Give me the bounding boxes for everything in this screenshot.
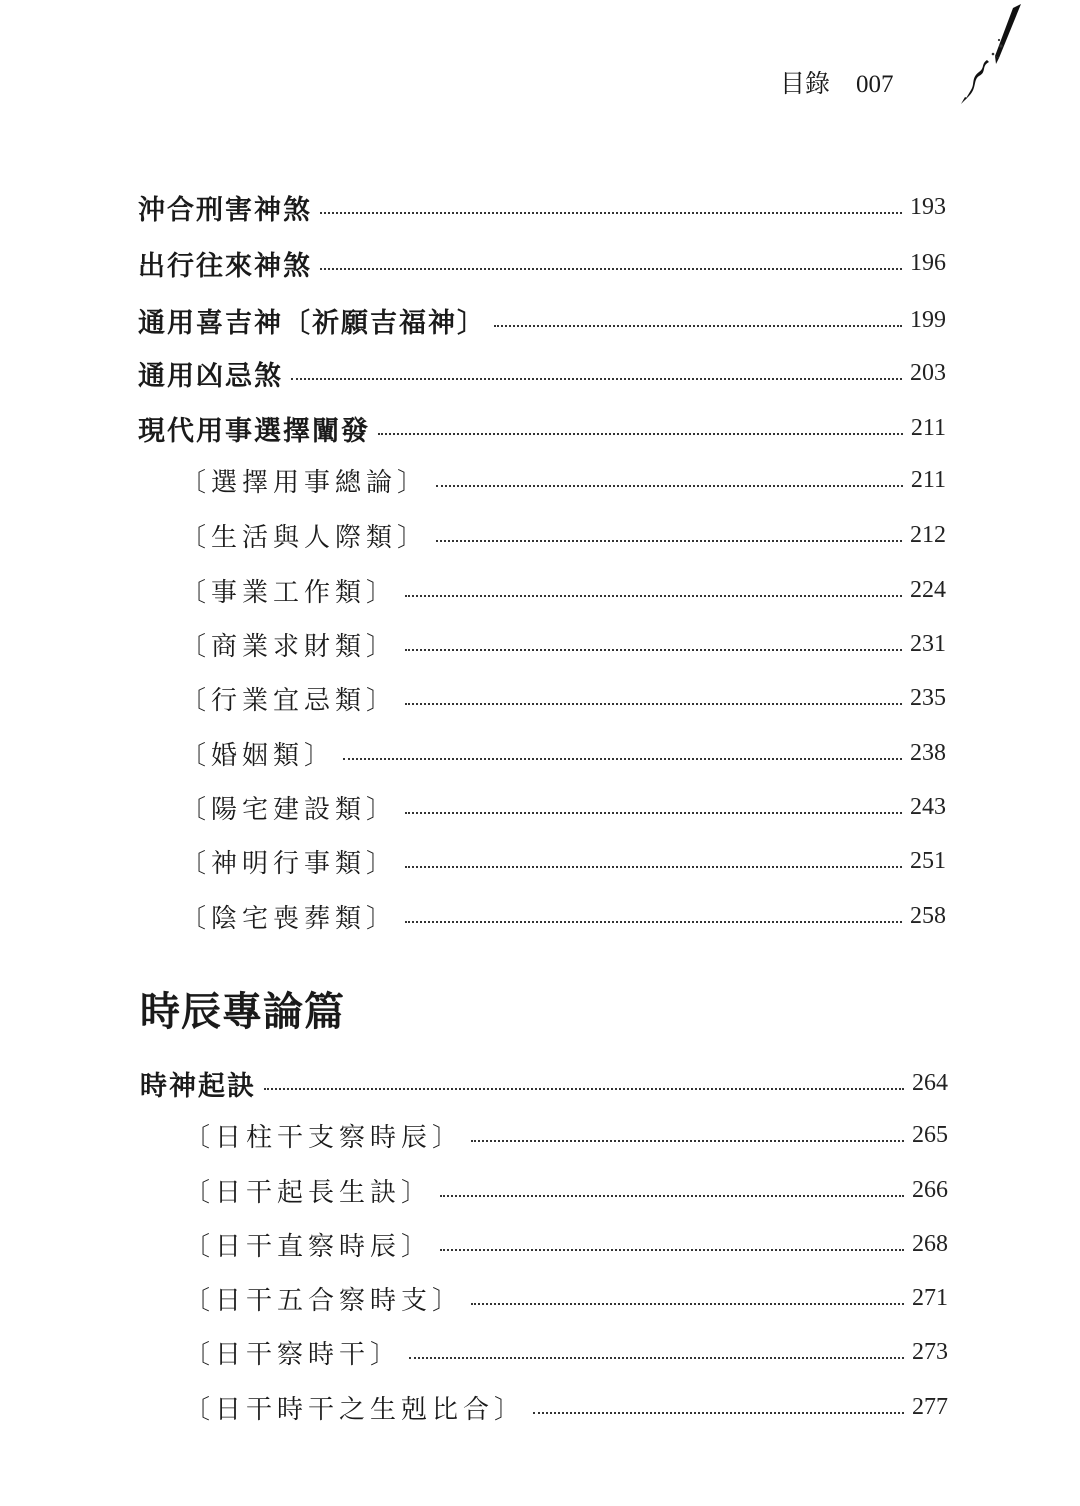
dot-leader (343, 758, 902, 760)
dot-leader (440, 1195, 904, 1197)
dot-leader (405, 595, 902, 597)
dot-leader (533, 1412, 904, 1414)
dot-leader (436, 485, 903, 487)
dot-leader (494, 325, 902, 327)
toc-subentry[interactable] (184, 1387, 948, 1427)
dot-leader (405, 703, 902, 705)
toc-entry-label: 〔日干五合察時支〕 (184, 1285, 464, 1316)
toc-entry-page: 212 (910, 521, 946, 548)
toc-entry-label: 〔日柱干支察時辰〕 (184, 1122, 464, 1153)
toc-subentry[interactable] (180, 460, 946, 500)
toc-entry-label: 通用喜吉神〔祈願吉福神〕 (138, 307, 486, 339)
toc-entry-label: 〔日干時干之生剋比合〕 (184, 1394, 526, 1425)
toc-entry[interactable] (138, 408, 946, 448)
toc-entry[interactable] (138, 300, 946, 340)
dot-leader (320, 268, 902, 270)
toc-entry-page: 211 (910, 466, 946, 493)
toc-subentry[interactable] (184, 1224, 948, 1264)
toc-subentry[interactable] (184, 1170, 948, 1210)
toc-entry-page: 251 (910, 847, 946, 874)
toc-entry-label: 〔日干直察時辰〕 (184, 1231, 433, 1262)
toc-entry-label: 〔商業求財類〕 (180, 631, 398, 662)
dot-leader (320, 212, 902, 214)
toc-subentry[interactable] (180, 841, 946, 881)
toc-entry-page: 196 (910, 249, 946, 276)
toc-entry[interactable] (138, 187, 946, 227)
toc-entry-label: 〔日干察時干〕 (184, 1339, 402, 1370)
toc-entry-page: 266 (912, 1176, 948, 1203)
toc-entry-page: 235 (910, 684, 946, 711)
dot-leader (471, 1303, 904, 1305)
toc-subentry[interactable] (180, 678, 946, 718)
toc-entry-page: 238 (910, 739, 946, 766)
toc-entry-label: 〔婚姻類〕 (180, 740, 336, 771)
toc-entry-page: 273 (912, 1338, 948, 1365)
toc-entry-page: 203 (910, 359, 946, 386)
toc-subentry[interactable] (180, 515, 946, 555)
toc-subentry[interactable] (184, 1115, 948, 1155)
toc-entry-page: 268 (912, 1230, 948, 1257)
toc-entry-label: 〔陽宅建設類〕 (180, 794, 398, 825)
toc-entry-label: 〔事業工作類〕 (180, 577, 398, 608)
toc-entry-label: 〔陰宅喪葬類〕 (180, 903, 398, 934)
toc-subentry[interactable] (184, 1278, 948, 1318)
dot-leader (471, 1140, 904, 1142)
toc-entry-label: 〔選擇用事總論〕 (180, 467, 429, 498)
header-page-number: 007 (856, 71, 894, 98)
dot-leader (440, 1249, 904, 1251)
toc-entry-page: 258 (910, 902, 946, 929)
toc-entry-page: 264 (912, 1069, 948, 1096)
dot-leader (291, 378, 902, 380)
toc-subentry[interactable] (180, 896, 946, 936)
toc-entry-label: 〔神明行事類〕 (180, 848, 398, 879)
dot-leader (405, 649, 902, 651)
toc-entry-page: 271 (912, 1284, 948, 1311)
page-header (780, 64, 894, 100)
toc-entry-label: 〔日干起長生訣〕 (184, 1177, 433, 1208)
toc-entry-page: 199 (910, 306, 946, 333)
toc-entry-page: 193 (910, 193, 946, 220)
dot-leader (405, 866, 902, 868)
section-title: 時辰專論篇 (140, 989, 345, 1035)
toc-entry-page: 211 (910, 414, 946, 441)
toc-entry-label: 沖合刑害神煞 (138, 194, 312, 226)
toc-entry-label: 〔行業宜忌類〕 (180, 685, 398, 716)
toc-entry-page: 265 (912, 1121, 948, 1148)
dot-leader (409, 1357, 904, 1359)
toc-entry-page: 231 (910, 630, 946, 657)
toc-entry-label: 時神起訣 (140, 1070, 256, 1102)
toc-entry[interactable] (138, 243, 946, 283)
toc-subentry[interactable] (180, 787, 946, 827)
dot-leader (405, 921, 902, 923)
toc-entry[interactable] (140, 1063, 948, 1103)
pen-icon (955, 0, 1035, 110)
header-title: 目錄 (780, 69, 831, 98)
toc-subentry[interactable] (180, 624, 946, 664)
toc-entry[interactable] (138, 353, 946, 393)
dot-leader (378, 433, 903, 435)
toc-entry-label: 通用凶忌煞 (138, 360, 283, 392)
toc-entry-label: 〔生活與人際類〕 (180, 522, 429, 553)
dot-leader (405, 812, 902, 814)
toc-entry-page: 224 (910, 576, 946, 603)
toc-subentry[interactable] (180, 733, 946, 773)
toc-entry-label: 出行往來神煞 (138, 250, 312, 282)
toc-entry-label: 現代用事選擇闡發 (138, 415, 370, 447)
dot-leader (264, 1088, 904, 1090)
toc-entry-page: 277 (912, 1393, 948, 1420)
dot-leader (436, 540, 902, 542)
toc-entry-page: 243 (910, 793, 946, 820)
toc-subentry[interactable] (184, 1332, 948, 1372)
toc-subentry[interactable] (180, 570, 946, 610)
